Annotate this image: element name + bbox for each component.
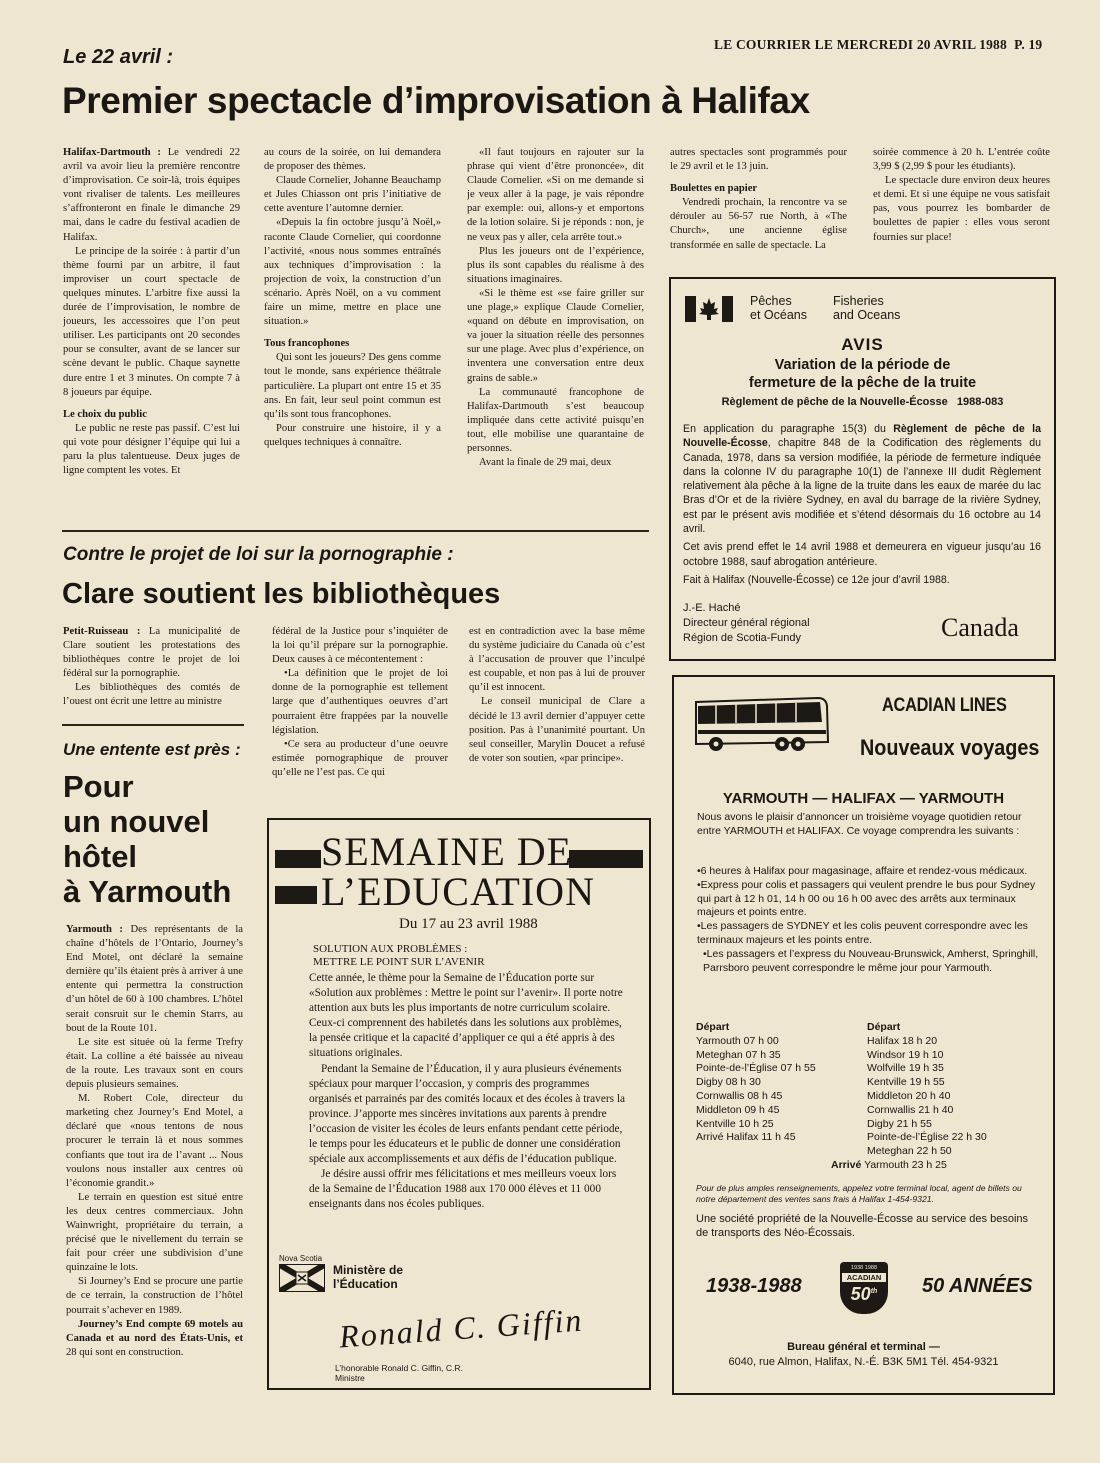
article2-kicker: Contre le projet de loi sur la pornographie :: [63, 544, 454, 565]
section-divider: [62, 724, 244, 726]
paragraph-bold: Journey’s End compte 69 motels au Canada et au nord des États-Unis, et: [66, 1318, 243, 1344]
schedule-row: Middleton 09 h 45: [696, 1103, 780, 1116]
article2-column-1: [63, 625, 240, 711]
education-title: [321, 829, 595, 914]
anniversary-label: 50 ANNÉES: [922, 1275, 1033, 1297]
article3-dateline: Yarmouth :: [66, 924, 123, 935]
province-name: Nova Scotia: [279, 1254, 323, 1263]
paragraph: Plus les joueurs ont de l’expérience, plus ils sont capables du réalisme à des situations imaginaires.: [467, 245, 644, 285]
paragraph: •La définition que le projet de loi donne de la pornographie est tellement large que d’authentiques oeuvres d’art pourraient être frappées par la nouvelle législation.: [272, 668, 448, 736]
schedule-row: Pointe-de-l’Église 22 h 30: [867, 1131, 987, 1144]
theme-line: METTRE LE POINT SUR L’AVENIR: [313, 956, 485, 968]
paragraph: La municipalité de Clare soutient les protestations des bibliothèques contre le projet de loi fédéral sur la pornographie.: [63, 626, 240, 680]
paragraph: •Ce sera au producteur d’une oeuvre estimée pornographique de prouver qu’elle ne l’est pas. Ce qui: [272, 738, 448, 778]
paragraph: Cette année, le thème pour la Semaine de l’Éducation porte sur «Solution aux problèmes : Mettre le point sur l’avenir». Il porte notre attention aux buts les plus importants de notre curriculum scolaire. Ceux-ci comprennent des habiletés dans les solutions aux problèmes, la pensée critique et la capacité d’appliquer ce qui a été appris à des situations originales.: [309, 972, 623, 1060]
headline-line: Pour: [63, 769, 134, 804]
bus-icon: [692, 694, 830, 756]
paragraph: Avant la finale de 29 mai, deux: [479, 457, 612, 469]
article1-column-1: [63, 146, 240, 516]
paragraph: Pendant la Semaine de l’Éducation, il y aura plusieurs événements spéciaux pour marquer l’occasion, y compris des programmes organisés et parrainés par des comités locaux et des écoles à travers la province. J’apporte mes sincères invitations aux parents à prendre l’occasion de visiter les écoles de leurs enfants pendant cette période, le temps pour les éducateurs et le public de donner une considération spéciale aux accomplissements et aux défis de l’éducation publique.: [309, 1062, 625, 1166]
bullet-item: •Express pour colis et passagers qui veulent prendre le bus pour Sydney qui part à 12 h 01, 14 h 00 ou 16 h 00 avec des arrêts aux terminaux majeurs et points entre.: [697, 878, 1036, 919]
paragraph: est en contradiction avec la base même du système judiciaire du Canada où c’est à l’accusation de prouver que l’inculpé est coupable, et non pas à lui de prouver qu’il est innocent.: [469, 626, 645, 694]
badge-years: 1938 1988: [851, 1265, 877, 1271]
badge-sup: th: [870, 1288, 878, 1295]
education-letter: [309, 971, 629, 1251]
dept-line: and Oceans: [833, 308, 901, 322]
avis-regulation: Règlement de pêche de la Nouvelle-Écosse 1988-083: [721, 396, 1004, 408]
headline-line: un nouvel: [63, 804, 210, 839]
dept-name-english: [833, 294, 900, 322]
education-week-ad: [267, 818, 651, 1390]
years-label: 1938-1988: [706, 1275, 802, 1297]
article1-headline: Premier spectacle d’improvisation à Halifax: [62, 80, 810, 121]
signer-block: [335, 1363, 463, 1383]
subheading: Le choix du public: [63, 408, 147, 420]
bullet-item: •6 heures à Halifax pour magasinage, affaire et rendez-vous médicaux.: [697, 865, 1028, 877]
page-number: P. 19: [1014, 37, 1043, 52]
badge-name: ACADIAN: [842, 1273, 886, 1282]
schedule-row: Digby 08 h 30: [696, 1076, 761, 1089]
schedule-return: [831, 1021, 987, 1173]
paragraph: Le conseil municipal de Clare a décidé le 13 avril dernier d’appuyer cette position. Pas à l’unanimité pourtant. Un seul conseiller, Marylin Doucet a refusé de voter son soutien, «par principe».: [469, 696, 645, 764]
bullet-item: •Les passagers et l’express du Nouveau-Brunswick, Amherst, Springhill, Parrsboro peuvent correspondre le même jour pour Yarmouth.: [703, 947, 1039, 974]
paragraph: M. Robert Cole, directeur du marketing chez Journey’s End Motel, a déclaré que «nous tentons de nous procurer le terrain là et nous sommes confiants que tout ira de l’avant ... Nous voulons nous installer aux centres où l’économie grandit.»: [66, 1093, 243, 1189]
article2-dateline: Petit-Ruisseau :: [63, 626, 141, 637]
article1-column-2: [264, 146, 441, 516]
article3-kicker: Une entente est près :: [63, 740, 241, 759]
paragraph: Pour construire une histoire, il y a quelques techniques à connaître.: [264, 422, 441, 448]
canada-flag-icon: [685, 296, 733, 322]
signer-role: Ministre: [335, 1373, 365, 1383]
article2-headline: Clare soutient les bibliothèques: [62, 578, 501, 610]
running-head: [714, 37, 1042, 53]
ad-intro: Nous avons le plaisir d’annoncer un troisième voyage quotidien retour entre YARMOUTH et HALIFAX. Ce voyage comprendra les suivants :: [697, 811, 1022, 837]
address-line: 6040, rue Almon, Halifax, N.-É. B3K 5M1 Tél. 454-9321: [728, 1356, 999, 1368]
title-line: SEMAINE DE: [321, 829, 573, 874]
arrival-value: Yarmouth 23 h 25: [864, 1158, 947, 1171]
subheading: Boulettes en papier: [670, 183, 758, 195]
dept-line: Fisheries: [833, 294, 884, 308]
info-line: Pour de plus amples renseignements, appelez votre terminal local, agent de billets ou notre département des ventes sans frais à Halifax 1-454-9321.: [696, 1183, 1022, 1204]
schedule-row: Middleton 20 h 40: [867, 1089, 951, 1102]
avis-signer: [683, 601, 810, 646]
schedule-outbound: [696, 1021, 816, 1145]
ad-bullets: [697, 865, 1040, 975]
arrival-label: Arrivé: [831, 1158, 862, 1171]
article3-headline: [63, 769, 231, 909]
paragraph: Le terrain en question est situé entre les deux centres commerciaux. John Wainwright, propriétaire du terrain, a précisé que le nivellement du terrain se fait pour créer une subdivision d’une quinzaine le lots.: [66, 1191, 243, 1274]
avis-title: AVIS: [841, 335, 884, 354]
title-bar-left: [275, 850, 321, 868]
schedule-heading: Départ: [696, 1021, 730, 1033]
article3-column: [66, 923, 243, 1393]
paragraph: Qui sont les joueurs? Des gens comme tout le monde, sans expérience théâtrale particulière. La plupart ont entre 15 et 35 ans. En fait, leur seul point commun est qu’ils sont tous francophones.: [264, 352, 441, 420]
paragraph: Si Journey’s End se procure une partie de ce terrain, la construction de l’hôtel pourrait s’achever en 1989.: [66, 1276, 243, 1316]
paragraph: Le public ne reste pas passif. C’est lui qui vote pour désigner l’équipe qui lui a paru la plus talentueuse. Deux juges de ligne comptent les votes. Et: [63, 422, 240, 477]
nova-scotia-flag-icon: [279, 1264, 325, 1292]
schedule-row: Kentville 19 h 55: [867, 1076, 945, 1089]
signer-title: Directeur général régional: [683, 617, 810, 629]
ad-headline: Nouveaux voyages: [860, 735, 1040, 760]
schedule-row: Cornwallis 21 h 40: [867, 1103, 954, 1116]
paragraph: La communauté francophone de Halifax-Dartmouth s’est beaucoup impliquée dans cette activité puisqu’en tout, elle mobilise une quarantaine de personnes.: [467, 386, 644, 454]
route-title: YARMOUTH — HALIFAX — YARMOUTH: [722, 790, 1005, 807]
theme-line: SOLUTION AUX PROBLÈMES :: [313, 943, 468, 955]
headline-line: hôtel: [63, 839, 138, 874]
education-theme: [313, 943, 485, 969]
paragraph: Je désire aussi offrir mes félicitations et mes meilleurs voeux lors de la Semaine de l’Éducation 1988 aux 170 000 élèves et 11 000 enseignants dans nos écoles publiques.: [309, 1168, 617, 1211]
avis-text: En application du paragraphe 15(3) du: [683, 423, 886, 435]
avis-text-bold: Règlement de pêche de la Nouvelle-Écosse: [683, 423, 1041, 450]
paragraph: Des représentants de la chaîne d’hôtels de l’Ontario, Journey’s End Motel, ont déclaré la semaine dernière qu’ils étaient près à arriver à une entente qui permettra la construction d’un hôtel de 60 à 100 chambres. L’hôtel serait consruit sur le chemin Starrs, au bout de la Route 101.: [66, 924, 243, 1034]
schedule-row: Cornwallis 08 h 45: [696, 1089, 783, 1102]
ownership-note: Une société propriété de la Nouvelle-Écosse au service des besoins de transports des Néo-Écossais.: [696, 1213, 1029, 1239]
paragraph: «Il faut toujours en rajouter sur la phrase qui vient d’être prononcée», dit Claude Cornelier. «Si on me demande si je veux aller à la page, je vais répondre par exemple: oui, allons-y et emportons de la lotion solaire. Si je réponds : non, je ne veux pas y aller, cela arrête tout.»: [467, 147, 644, 243]
schedule-row: Arrivé Halifax 11 h 45: [696, 1131, 796, 1144]
schedule-row: Windsor 19 h 10: [867, 1048, 944, 1061]
signer-region: Région de Scotia-Fundy: [683, 632, 802, 644]
anniversary-badge: [840, 1262, 888, 1314]
avis-text: Cet avis prend effet le 14 avril 1988 et demeurera en vigueur jusqu’au 16 octobre 1988, sauf abrogation antérieure.: [683, 541, 1041, 568]
bullet-item: •Les passagers de SYDNEY et les colis peuvent correspondre avec les terminaux majeurs et les points entre.: [697, 920, 1028, 946]
dept-name-french: [750, 294, 807, 322]
ministry-name: [333, 1263, 403, 1291]
article1-column-5: [873, 146, 1050, 270]
address-line: Bureau général et terminal —: [787, 1341, 940, 1353]
badge-number: [840, 1282, 888, 1304]
ministry-line: Ministère de: [333, 1263, 404, 1277]
paragraph: Les bibliothèques des comtés de l’ouest ont écrit une lettre au ministre: [63, 682, 240, 708]
company-name: ACADIAN LINES: [882, 695, 1007, 716]
education-dates: Du 17 au 23 avril 1988: [399, 916, 538, 932]
ministry-line: l’Éducation: [333, 1277, 398, 1291]
head-office-address: [674, 1340, 1053, 1370]
signer-name: L’honorable Ronald C. Giffin, C.R.: [335, 1363, 463, 1373]
running-head-title: LE COURRIER LE MERCREDI 20 AVRIL 1988: [714, 37, 1007, 52]
paragraph: au cours de la soirée, on lui demandera de proposer des thèmes.: [264, 147, 441, 173]
subheading: Tous francophones: [264, 338, 350, 350]
signer-name: J.-E. Haché: [683, 602, 741, 614]
subtitle-line: Variation de la période de: [774, 357, 951, 373]
canada-wordmark: Canada: [941, 613, 1019, 642]
fisheries-notice: [669, 277, 1056, 661]
schedule-row: Meteghan 07 h 35: [696, 1048, 781, 1061]
schedule-row: Wolfville 19 h 35: [867, 1062, 944, 1075]
paragraph: Vendredi prochain, la rencontre va se dérouler au 56-57 rue North, à «The Church», une ancienne église transformée en salle de spectacle. La: [670, 197, 847, 251]
schedule-row: Pointe-de-l’Église 07 h 55: [696, 1062, 816, 1075]
schedule-heading: Départ: [867, 1021, 901, 1033]
badge-num: 50: [850, 1284, 871, 1304]
dept-line: et Océans: [750, 308, 807, 322]
article2-column-3: [469, 625, 645, 805]
dept-line: Pêches: [750, 294, 792, 308]
paragraph: Claude Cornelier, Johanne Beauchamp et Jules Chiasson ont pris l’initiative de cette aventure l’automne dernier.: [264, 175, 441, 215]
avis-body: [683, 422, 1041, 587]
article1-kicker: Le 22 avril :: [63, 46, 174, 68]
paragraph: 28 qui sont en construction.: [66, 1346, 184, 1358]
title-bar-left-2: [275, 886, 317, 904]
article1-dateline: Halifax-Dartmouth :: [63, 147, 161, 158]
paragraph: Le site est située où la ferme Trefry était. La colline a été baissée au niveau de la route. Les travaux sont en cours depuis plusieurs semaines.: [66, 1036, 243, 1091]
paragraph: Le vendredi 22 avril va avoir lieu la première rencontre d’improvisation. Ce soir-là, trois équipes vont rivaliser de talents. Les meilleures s’affronteront en finale le dimanche 29 mai, dans le cadre du festival acadien de Halifax.: [63, 147, 240, 243]
schedule-arrival-row: [831, 1159, 987, 1173]
paragraph: Le principe de la soirée : à partir d’un thème fourni par un arbitre, il faut improviser un court spectacle de quelques minutes. L’arbitre fixe aussi la durée de l’improvisation, le nombre de joueurs, les accessoires que l’on peut utiliser. Les participants ont 20 secondes pour se consulter, avant de se lancer sur scène devant le public. Chaque saynette dure entre 1 et 3 minutes. On compte 7 à 8 joueurs par équipe.: [63, 245, 240, 398]
article1-column-3: [467, 146, 644, 516]
paragraph: soirée commence à 20 h. L’entrée coûte 3,99 $ (2,99 $ pour les étudiants).: [873, 147, 1050, 173]
avis-text: , chapitre 848 de la Codification des règlements du Canada, 1978, dans sa version modifiée, la période de fermeture indiquée dans la colonne IV du paragraphe 10(1) de l’annexe III dudit Règlement relativement àla pêche à la ligne de la truite dans les eaux de marée du lac Bras d’Or et de la rivière Sydney, en aval du barrage de la rivière Sydney, est par le présent avis modifiée et s’étend désormais du 16 octobre au 14 avril.: [683, 437, 1041, 536]
handwritten-signature: Ronald C. Giffin: [338, 1301, 585, 1355]
paragraph: «Si le thème est «se faire griller sur une plage,» explique Claude Cornelier, «quand on débute en improvisation, on va jouer la situation réelle des personnes sur une plage. Avec plus d’expérience, on inventera une conversation entre deux grains de sable.»: [467, 287, 644, 384]
avis-subtitle: [671, 356, 1054, 392]
paragraph: fédéral de la Justice pour s’inquiéter de la loi qu’il prépare sur la pornographie. Deux causes à ce mécontentement :: [272, 626, 448, 666]
acadian-lines-ad: [672, 675, 1055, 1395]
headline-line: à Yarmouth: [63, 874, 232, 909]
section-divider: [62, 530, 649, 532]
schedule-row: Kentville 10 h 25: [696, 1117, 774, 1130]
article1-column-4: [670, 146, 847, 270]
title-line: L’EDUCATION: [321, 869, 595, 914]
paragraph: Le spectacle dure environ deux heures et demi. Et si une équipe ne vous satisfait pas, vous pourrez les bombarder de boulettes de papier : elles vous seront fournies sur place!: [873, 175, 1050, 243]
schedule-row: Digby 21 h 55: [867, 1117, 932, 1130]
schedule-row: Meteghan 22 h 50: [867, 1145, 952, 1158]
avis-text: Fait à Halifax (Nouvelle-Écosse) ce 12e jour d’avril 1988.: [683, 573, 950, 586]
paragraph: autres spectacles sont programmés pour le 29 avril et le 13 juin.: [670, 147, 847, 173]
subtitle-line: fermeture de la pêche de la truite: [748, 375, 977, 391]
schedule-row: Halifax 18 h 20: [867, 1034, 938, 1047]
schedule-row: Yarmouth 07 h 00: [696, 1034, 779, 1047]
paragraph: «Depuis la fin octobre jusqu’à Noël,» raconte Claude Cornelier, qui coordonne l’activité, «nous nous sommes entraînés aux techniques d’improvisation : la projection de voix, la construction d’un scénario. Après Noël, on a vu comment faire un mime, mettre en place une situation.»: [264, 217, 441, 328]
article2-column-2: [272, 625, 448, 805]
